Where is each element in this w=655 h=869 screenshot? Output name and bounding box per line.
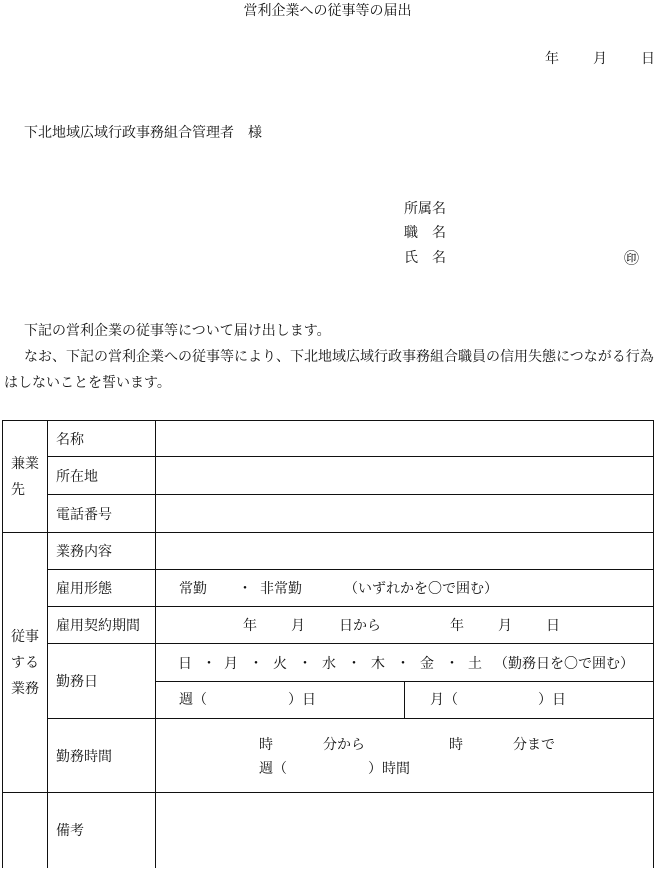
row-label-work-days: 勤務日 bbox=[48, 644, 156, 719]
remarks-value-cell[interactable] bbox=[156, 793, 654, 868]
name-value-cell[interactable] bbox=[156, 421, 654, 457]
work-days-cell[interactable] bbox=[156, 644, 654, 682]
day-sep: ・ bbox=[347, 655, 361, 672]
paragraph-pledge: なお、下記の営利企業への従事等により、下北地域広域行政事務組合職員の信用失態につながる行為はしないことを誓います。 bbox=[4, 349, 654, 391]
per-week-days-suffix: ）日 bbox=[288, 692, 316, 708]
addressee: 下北地域広域行政事務組合管理者 様 bbox=[24, 125, 262, 141]
phone-value-cell[interactable] bbox=[156, 495, 654, 533]
contract-end-day: 日 bbox=[546, 618, 560, 634]
group-duties-line2: する bbox=[11, 654, 39, 671]
duties-value-cell[interactable] bbox=[156, 533, 654, 570]
day-sat[interactable]: 土 bbox=[468, 655, 482, 672]
per-month-days-suffix: ）日 bbox=[538, 692, 566, 708]
paragraph-notice: 下記の営利企業の従事等について届け出します。 bbox=[24, 323, 331, 339]
day-sep: ・ bbox=[249, 655, 263, 672]
employment-type-note: （いずれかを〇で囲む） bbox=[344, 581, 498, 597]
day-sun[interactable]: 日 bbox=[178, 655, 192, 672]
row-label-contract-period: 雇用契約期間 bbox=[48, 607, 156, 644]
row-label-address: 所在地 bbox=[48, 457, 156, 495]
group-duties-line3: 業務 bbox=[11, 680, 39, 697]
form-title: 営利企業への従事等の届出 bbox=[243, 3, 412, 19]
row-label-employment-type: 雇用形態 bbox=[48, 570, 156, 607]
remarks-spacer bbox=[3, 793, 48, 868]
day-thu[interactable]: 木 bbox=[371, 655, 385, 672]
affiliation-label: 所属名 bbox=[404, 201, 446, 217]
hours-start-minute: 分から bbox=[323, 736, 365, 753]
row-label-work-hours: 勤務時間 bbox=[48, 719, 156, 793]
address-value-cell[interactable] bbox=[156, 457, 654, 495]
row-label-name: 名称 bbox=[48, 421, 156, 457]
hours-per-week-suffix: ）時間 bbox=[368, 760, 410, 777]
row-label-duties: 業務内容 bbox=[48, 533, 156, 570]
contract-end-year: 年 bbox=[450, 618, 464, 634]
hours-end-minute: 分まで bbox=[513, 736, 555, 753]
contract-period-cell[interactable] bbox=[156, 607, 654, 644]
position-label: 職 名 bbox=[404, 225, 446, 241]
day-sep: ・ bbox=[445, 655, 459, 672]
row-label-remarks: 備考 bbox=[48, 793, 156, 868]
declaration-table bbox=[2, 420, 654, 868]
contract-start-year: 年 bbox=[243, 618, 257, 634]
day-sep: ・ bbox=[396, 655, 410, 672]
group-side-job-line1: 兼業 bbox=[11, 455, 39, 472]
employment-type-cell[interactable] bbox=[156, 570, 654, 607]
row-label-phone: 電話番号 bbox=[48, 495, 156, 533]
contract-start-day: 日から bbox=[339, 618, 381, 634]
group-duties-line1: 従事 bbox=[11, 628, 39, 645]
date-day-label: 日 bbox=[641, 51, 655, 67]
day-sep: ・ bbox=[202, 655, 216, 672]
date-year-label: 年 bbox=[545, 51, 559, 67]
per-week-days-field[interactable] bbox=[156, 682, 405, 718]
day-sep: ・ bbox=[298, 655, 312, 672]
hours-start-hour: 時 bbox=[259, 736, 273, 753]
work-hours-cell[interactable] bbox=[156, 719, 654, 793]
date-month-label: 月 bbox=[593, 51, 607, 67]
day-tue[interactable]: 火 bbox=[273, 655, 287, 672]
day-mon[interactable]: 月 bbox=[224, 655, 238, 672]
hours-per-week-prefix: 週（ bbox=[259, 760, 287, 777]
per-month-days-field[interactable] bbox=[405, 682, 653, 718]
group-side-job bbox=[3, 421, 48, 533]
group-duties bbox=[3, 533, 48, 793]
work-days-frequency-cell bbox=[156, 682, 654, 719]
name-label: 氏 名 bbox=[404, 250, 446, 266]
option-parttime[interactable]: 非常勤 bbox=[260, 581, 302, 597]
per-week-days-prefix: 週（ bbox=[179, 692, 207, 708]
day-fri[interactable]: 金 bbox=[420, 655, 434, 672]
seal-mark: ㊞ bbox=[624, 249, 640, 267]
per-month-days-prefix: 月（ bbox=[430, 692, 458, 708]
contract-end-month: 月 bbox=[498, 618, 512, 634]
work-days-note: （勤務日を〇で囲む） bbox=[494, 655, 634, 672]
contract-start-month: 月 bbox=[291, 618, 305, 634]
hours-end-hour: 時 bbox=[449, 736, 463, 753]
employment-separator: ・ bbox=[238, 581, 252, 597]
option-fulltime[interactable]: 常勤 bbox=[179, 581, 207, 597]
day-wed[interactable]: 水 bbox=[322, 655, 336, 672]
group-side-job-line2: 先 bbox=[11, 481, 25, 498]
